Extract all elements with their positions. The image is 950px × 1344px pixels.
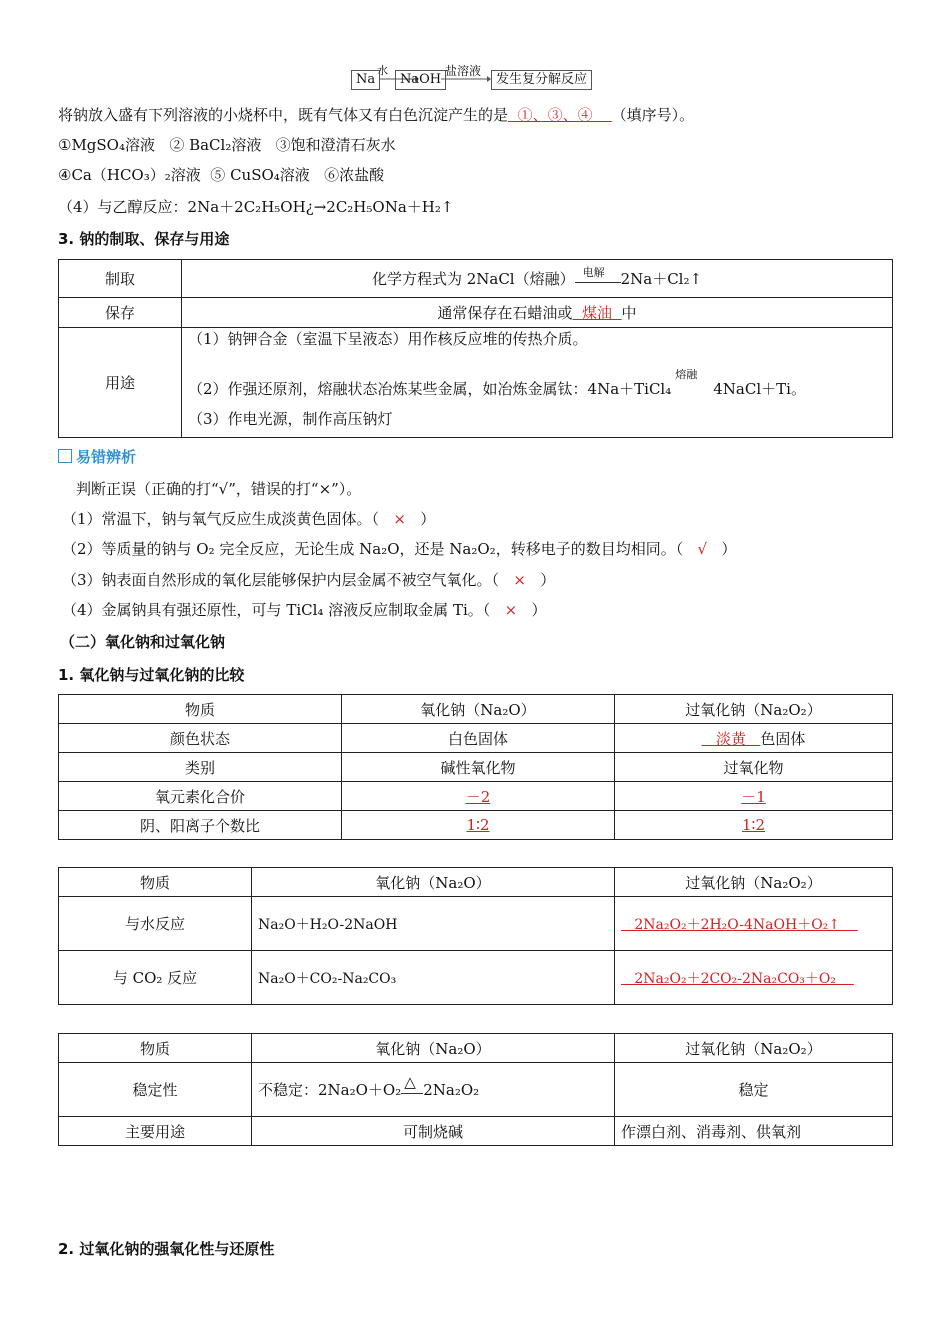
- content-suffix: 中: [621, 304, 637, 322]
- answer-text: [621, 971, 854, 987]
- flow-arrow-1-label: 水: [377, 64, 388, 77]
- answer-text: [572, 304, 621, 322]
- flow-result: 发生复分解反应: [491, 70, 592, 90]
- flow-arrow-2-label: 盐溶液: [445, 64, 482, 78]
- pitfall-item: [62, 538, 736, 559]
- answer-value: 煤油: [581, 304, 612, 322]
- cell: [252, 1063, 615, 1117]
- options-row-1: [58, 134, 396, 155]
- header-cell: 氧化钠（Na₂O）: [252, 868, 615, 897]
- answer-value: 2Na₂O₂＋2H₂O-4NaOH＋O₂↑: [634, 916, 841, 933]
- cell: 过氧化物: [615, 753, 893, 782]
- options-row-2: [58, 164, 384, 185]
- use-item: （3）作电光源，制作高压钠灯: [188, 410, 393, 428]
- flow-diagram: [351, 66, 611, 92]
- row-content: [182, 328, 893, 438]
- content-text: 化学方程式为 2NaCl（熔融）: [371, 270, 575, 288]
- ethanol-reaction: （4）与乙醇反应：2Na＋2C₂H₅OH¿→2C₂H₅ONa＋H₂↑: [58, 198, 454, 216]
- cell: 白色固体: [342, 724, 615, 753]
- cell-text: 不稳定：2Na₂O＋O₂: [258, 1081, 402, 1099]
- condition-label: 电解: [582, 266, 605, 279]
- use-item: [188, 368, 806, 399]
- part2-title: （二）氧化钠和过氧化钠: [60, 633, 226, 651]
- section3-title: 3. 钠的制取、保存与用途: [58, 230, 230, 248]
- pitfall-text: （3）钠表面自然形成的氧化层能够保护内层金属不被空气氧化。（: [62, 571, 500, 589]
- cell: 可制烧碱: [252, 1117, 615, 1146]
- row-label: 阴、阳离子个数比: [59, 811, 342, 840]
- heat-icon: △: [404, 1073, 416, 1091]
- question-sink: [58, 104, 694, 125]
- row-label: 氧元素化合价: [59, 782, 342, 811]
- pitfall-mark: ×: [393, 510, 406, 528]
- pitfall-mark: ×: [504, 601, 518, 619]
- pitfall-item: [62, 508, 435, 529]
- header-cell: 物质: [59, 695, 342, 724]
- answer-text: [621, 917, 858, 933]
- flow-naoh: NaOH: [395, 70, 446, 90]
- pitfall-close: ）: [721, 540, 737, 558]
- row-label: 主要用途: [59, 1117, 252, 1146]
- option-item: ⑥浓盐酸: [324, 166, 385, 184]
- row-content: [182, 260, 893, 298]
- answer-cell: 1∶2: [615, 811, 893, 840]
- row-label: 保存: [59, 298, 182, 328]
- row-label: 颜色状态: [59, 724, 342, 753]
- pitfall-text: （1）常温下，钠与氧气反应生成淡黄色固体。（: [62, 510, 380, 528]
- sub2-title: 2. 过氧化钠的强氧化性与还原性: [58, 1240, 275, 1258]
- answer-cell: 1∶2: [342, 811, 615, 840]
- row-label: 稳定性: [59, 1063, 252, 1117]
- oxide-compare-table-3: [58, 1033, 893, 1146]
- pitfall-mark: ×: [513, 571, 526, 589]
- row-label: 制取: [59, 260, 182, 298]
- content-text: 通常保存在石蜡油或: [437, 304, 573, 322]
- answer-value: 2Na₂O₂＋2CO₂-2Na₂CO₃＋O₂: [634, 970, 837, 987]
- question-answer: [508, 106, 612, 124]
- pitfall-close: ）: [531, 601, 547, 619]
- pitfall-intro: 判断正误（正确的打“√”，错误的打“×”）。: [76, 480, 362, 498]
- cell: [615, 724, 893, 753]
- flow-na: Na: [351, 70, 380, 90]
- row-label: 与 CO₂ 反应: [59, 951, 252, 1005]
- pitfall-mark: √: [697, 540, 708, 558]
- cell-product: 2Na₂O₂: [423, 1081, 480, 1099]
- answer-cell: －2: [342, 782, 615, 811]
- option-item: ③饱和澄清石灰水: [275, 136, 396, 154]
- cell: Na₂O＋CO₂-Na₂CO₃: [252, 951, 615, 1005]
- header-cell: 氧化钠（Na₂O）: [252, 1034, 615, 1063]
- sub1-title: 1. 氧化钠与过氧化钠的比较: [58, 666, 245, 684]
- header-cell: 物质: [59, 868, 252, 897]
- pitfall-item: [62, 569, 555, 590]
- pitfall-title-text: 易错辨析: [76, 448, 137, 466]
- pitfall-text: （2）等质量的钠与 O₂ 完全反应，无论生成 Na₂O，还是 Na₂O₂，转移电子的数目均相同。（: [62, 540, 684, 558]
- use-item-product: 4NaCl＋Ti。: [713, 380, 806, 398]
- sodium-table: [58, 259, 893, 438]
- header-cell: 过氧化钠（Na₂O₂）: [615, 695, 893, 724]
- row-label: 类别: [59, 753, 342, 782]
- header-cell: 过氧化钠（Na₂O₂）: [615, 1034, 893, 1063]
- cell: 碱性氧化物: [342, 753, 615, 782]
- pitfall-text: （4）金属钠具有强还原性，可与 TiCl₄ 溶液反应制取金属 Ti。（: [62, 601, 491, 619]
- oxide-compare-table-1: [58, 694, 893, 840]
- option-item: ② BaCl₂溶液: [169, 136, 262, 154]
- header-cell: 物质: [59, 1034, 252, 1063]
- answer-text: [702, 730, 761, 748]
- answer-value: 淡黄: [715, 729, 746, 748]
- header-cell: 过氧化钠（Na₂O₂）: [615, 868, 893, 897]
- option-item: ④Ca（HCO₃）₂溶液: [58, 166, 201, 184]
- row-content: [182, 298, 893, 328]
- condition-label: 熔融: [675, 368, 698, 381]
- cell: 作漂白剂、消毒剂、供氧剂: [615, 1117, 893, 1146]
- pitfall-title: [58, 446, 136, 467]
- answer-cell: －1: [615, 782, 893, 811]
- header-cell: 氧化钠（Na₂O）: [342, 695, 615, 724]
- use-item-text: （2）作强还原剂，熔融状态冶炼某些金属，如冶炼金属钛：4Na＋TiCl₄: [188, 380, 672, 398]
- use-item: （1）钠钾合金（室温下呈液态）用作核反应堆的传热介质。: [188, 330, 588, 348]
- pitfall-close: ）: [420, 510, 436, 528]
- answer-text: ①、③、④: [517, 106, 593, 124]
- row-label: 用途: [59, 328, 182, 438]
- question-suffix: （填序号）。: [611, 106, 695, 124]
- option-item: ①MgSO₄溶液: [58, 136, 155, 154]
- checkbox-icon: [58, 449, 72, 463]
- cell: 稳定: [615, 1063, 893, 1117]
- question-text: 将钠放入盛有下列溶液的小烧杯中，既有气体又有白色沉淀产生的是: [58, 106, 509, 124]
- cell-suffix: 色固体: [760, 729, 806, 748]
- answer-cell: [615, 951, 893, 1005]
- pitfall-close: ）: [540, 571, 556, 589]
- pitfall-item: [62, 599, 546, 620]
- oxide-compare-table-2: [58, 867, 893, 1005]
- product-text: 2Na＋Cl₂↑: [620, 270, 703, 288]
- cell: Na₂O＋H₂O-2NaOH: [252, 897, 615, 951]
- row-label: 与水反应: [59, 897, 252, 951]
- option-item: ⑤ CuSO₄溶液: [210, 166, 310, 184]
- answer-cell: [615, 897, 893, 951]
